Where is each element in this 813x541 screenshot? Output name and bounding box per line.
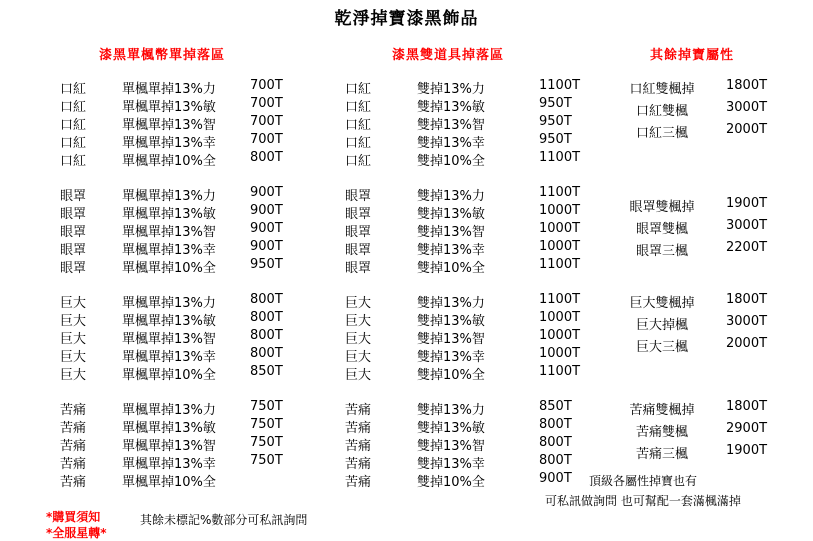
- item-desc: 雙掉13%敏: [417, 314, 485, 329]
- item-desc: 單楓單掉13%幸: [122, 243, 216, 258]
- item-price: 800T: [539, 417, 572, 432]
- item-desc: 單楓單掉13%力: [122, 403, 216, 418]
- footer-note-inquiry: 其餘未標記%數部分可私訊詢問: [140, 513, 308, 527]
- item-desc: 單楓單掉13%智: [122, 118, 216, 133]
- item-price: 700T: [250, 96, 283, 111]
- item-price: 1100T: [539, 78, 581, 93]
- item-desc: 單楓單掉13%敏: [122, 314, 216, 329]
- item-desc: 雙掉13%智: [417, 332, 485, 347]
- item-name: 口紅: [345, 118, 372, 133]
- item-desc: 雙掉10%全: [417, 154, 485, 169]
- item-desc: 雙掉10%全: [417, 475, 485, 490]
- item-name: 苦痛: [345, 475, 372, 490]
- item-price: 700T: [250, 114, 283, 129]
- item-price: 1100T: [539, 257, 581, 272]
- item-price: 950T: [250, 257, 283, 272]
- item-name: 巨大: [60, 350, 87, 365]
- footer-note-purchase-notice: *購買須知: [46, 510, 101, 524]
- item-price: 900T: [539, 471, 572, 486]
- item-price: 900T: [250, 221, 283, 236]
- item-price: 850T: [250, 364, 283, 379]
- footer-note-right-line2: 可私訊做詢問 也可幫配一套滿楓滿掉: [545, 494, 741, 508]
- item-desc: 雙掉13%幸: [417, 350, 485, 365]
- item-name: 口紅: [60, 136, 87, 151]
- item-price: 800T: [250, 328, 283, 343]
- item-name: 口紅: [345, 82, 372, 97]
- item-name: 口紅雙楓: [635, 104, 688, 119]
- item-price: 1000T: [539, 221, 581, 236]
- item-price: 2000T: [726, 122, 768, 137]
- item-price: 1000T: [539, 239, 581, 254]
- item-desc: 雙掉13%智: [417, 225, 485, 240]
- column-heading-other-attributes: 其餘掉寶屬性: [650, 48, 735, 63]
- item-name: 巨大: [60, 296, 87, 311]
- item-name: 苦痛雙楓: [635, 425, 688, 440]
- item-price: 800T: [250, 292, 283, 307]
- item-price: 800T: [250, 346, 283, 361]
- page-title: 乾淨掉寶漆黑飾品: [334, 9, 479, 29]
- item-price: 3000T: [726, 100, 768, 115]
- item-price: 800T: [250, 310, 283, 325]
- item-name: 苦痛: [345, 439, 372, 454]
- item-desc: 雙掉13%敏: [417, 100, 485, 115]
- item-name: 巨大: [60, 368, 87, 383]
- item-name: 眼罩: [345, 189, 372, 204]
- item-name: 苦痛: [345, 403, 372, 418]
- item-desc: 單楓單掉13%智: [122, 439, 216, 454]
- item-name: 巨大: [345, 332, 372, 347]
- item-name: 眼罩: [345, 207, 372, 222]
- item-desc: 單楓單掉10%全: [122, 261, 216, 276]
- item-name: 口紅三楓: [635, 126, 688, 141]
- item-desc: 雙掉13%力: [417, 189, 485, 204]
- item-desc: 單楓單掉13%幸: [122, 457, 216, 472]
- item-desc: 單楓單掉13%智: [122, 225, 216, 240]
- item-name: 眼罩: [60, 243, 87, 258]
- item-name: 苦痛: [60, 457, 87, 472]
- item-price: 1000T: [539, 310, 581, 325]
- item-desc: 單楓單掉13%力: [122, 82, 216, 97]
- item-desc: 單楓單掉13%力: [122, 189, 216, 204]
- item-name: 口紅: [60, 82, 87, 97]
- item-name: 苦痛: [345, 421, 372, 436]
- item-price: 900T: [250, 185, 283, 200]
- item-price: 950T: [539, 96, 572, 111]
- item-price: 2200T: [726, 240, 768, 255]
- item-name: 苦痛: [60, 403, 87, 418]
- item-desc: 單楓單掉13%敏: [122, 421, 216, 436]
- item-desc: 單楓單掉13%敏: [122, 100, 216, 115]
- item-name: 苦痛: [60, 421, 87, 436]
- item-name: 巨大雙楓掉: [629, 296, 695, 311]
- item-desc: 雙掉13%力: [417, 82, 485, 97]
- item-price: 850T: [539, 399, 572, 414]
- item-price: 750T: [250, 399, 283, 414]
- item-name: 巨大: [345, 296, 372, 311]
- item-desc: 單楓單掉10%全: [122, 154, 216, 169]
- item-name: 眼罩雙楓: [635, 222, 688, 237]
- item-price: 3000T: [726, 218, 768, 233]
- item-price: 1000T: [539, 346, 581, 361]
- item-desc: 雙掉10%全: [417, 261, 485, 276]
- item-name: 口紅: [345, 136, 372, 151]
- item-desc: 雙掉13%敏: [417, 421, 485, 436]
- item-price: 900T: [250, 239, 283, 254]
- item-price: 950T: [539, 114, 572, 129]
- item-name: 眼罩: [60, 261, 87, 276]
- item-desc: 雙掉13%力: [417, 296, 485, 311]
- item-name: 眼罩: [345, 225, 372, 240]
- item-price: 1900T: [726, 196, 768, 211]
- item-price: 900T: [250, 203, 283, 218]
- footer-note-right-line1: 頂級各屬性掉寶也有: [589, 474, 698, 488]
- item-name: 口紅: [60, 118, 87, 133]
- item-name: 巨大: [60, 314, 87, 329]
- item-price: 1800T: [726, 78, 768, 93]
- item-name: 巨大: [345, 314, 372, 329]
- item-name: 眼罩: [345, 243, 372, 258]
- item-desc: 雙掉13%敏: [417, 207, 485, 222]
- item-desc: 單楓單掉10%全: [122, 475, 216, 490]
- item-desc: 單楓單掉13%敏: [122, 207, 216, 222]
- item-name: 口紅: [345, 100, 372, 115]
- item-price: 950T: [539, 132, 572, 147]
- item-price: 2900T: [726, 421, 768, 436]
- column-heading-single-drop: 漆黑單楓幣單掉落區: [99, 48, 226, 63]
- item-price: 1100T: [539, 150, 581, 165]
- item-price: 800T: [250, 150, 283, 165]
- item-name: 口紅雙楓掉: [629, 82, 695, 97]
- item-desc: 雙掉13%智: [417, 439, 485, 454]
- item-desc: 雙掉13%幸: [417, 243, 485, 258]
- item-name: 眼罩: [345, 261, 372, 276]
- item-desc: 雙掉13%幸: [417, 457, 485, 472]
- item-desc: 雙掉13%智: [417, 118, 485, 133]
- item-desc: 單楓單掉13%幸: [122, 350, 216, 365]
- item-name: 眼罩三楓: [635, 244, 688, 259]
- column-heading-double-drop: 漆黑雙道具掉落區: [392, 48, 505, 63]
- item-price: 1000T: [539, 203, 581, 218]
- item-price: 1900T: [726, 443, 768, 458]
- item-price: 750T: [250, 435, 283, 450]
- item-desc: 單楓單掉10%全: [122, 368, 216, 383]
- item-name: 口紅: [345, 154, 372, 169]
- item-price: 700T: [250, 132, 283, 147]
- item-price: 2000T: [726, 336, 768, 351]
- item-desc: 單楓單掉13%幸: [122, 136, 216, 151]
- item-desc: 雙掉10%全: [417, 368, 485, 383]
- item-name: 巨大: [345, 368, 372, 383]
- item-name: 眼罩: [60, 225, 87, 240]
- item-name: 苦痛: [345, 457, 372, 472]
- item-price: 700T: [250, 78, 283, 93]
- item-name: 眼罩雙楓掉: [629, 200, 695, 215]
- item-desc: 雙掉13%力: [417, 403, 485, 418]
- item-desc: 單楓單掉13%智: [122, 332, 216, 347]
- item-name: 口紅: [60, 100, 87, 115]
- item-price: 750T: [250, 417, 283, 432]
- item-name: 苦痛: [60, 475, 87, 490]
- item-price: 3000T: [726, 314, 768, 329]
- item-desc: 單楓單掉13%力: [122, 296, 216, 311]
- item-name: 口紅: [60, 154, 87, 169]
- item-price: 1100T: [539, 292, 581, 307]
- item-price: 800T: [539, 435, 572, 450]
- item-price: 1800T: [726, 399, 768, 414]
- item-price: 1000T: [539, 328, 581, 343]
- item-name: 眼罩: [60, 207, 87, 222]
- item-name: 巨大三楓: [635, 340, 688, 355]
- item-name: 巨大掉楓: [635, 318, 688, 333]
- item-price: 750T: [250, 453, 283, 468]
- item-name: 苦痛: [60, 439, 87, 454]
- item-price: 1100T: [539, 364, 581, 379]
- item-price: 800T: [539, 453, 572, 468]
- item-name: 苦痛雙楓掉: [629, 403, 695, 418]
- item-desc: 雙掉13%幸: [417, 136, 485, 151]
- item-name: 巨大: [60, 332, 87, 347]
- item-price: 1800T: [726, 292, 768, 307]
- item-price: 1100T: [539, 185, 581, 200]
- item-name: 苦痛三楓: [635, 447, 688, 462]
- item-name: 巨大: [345, 350, 372, 365]
- footer-note-server-transfer: *全服星轉*: [46, 526, 107, 540]
- item-name: 眼罩: [60, 189, 87, 204]
